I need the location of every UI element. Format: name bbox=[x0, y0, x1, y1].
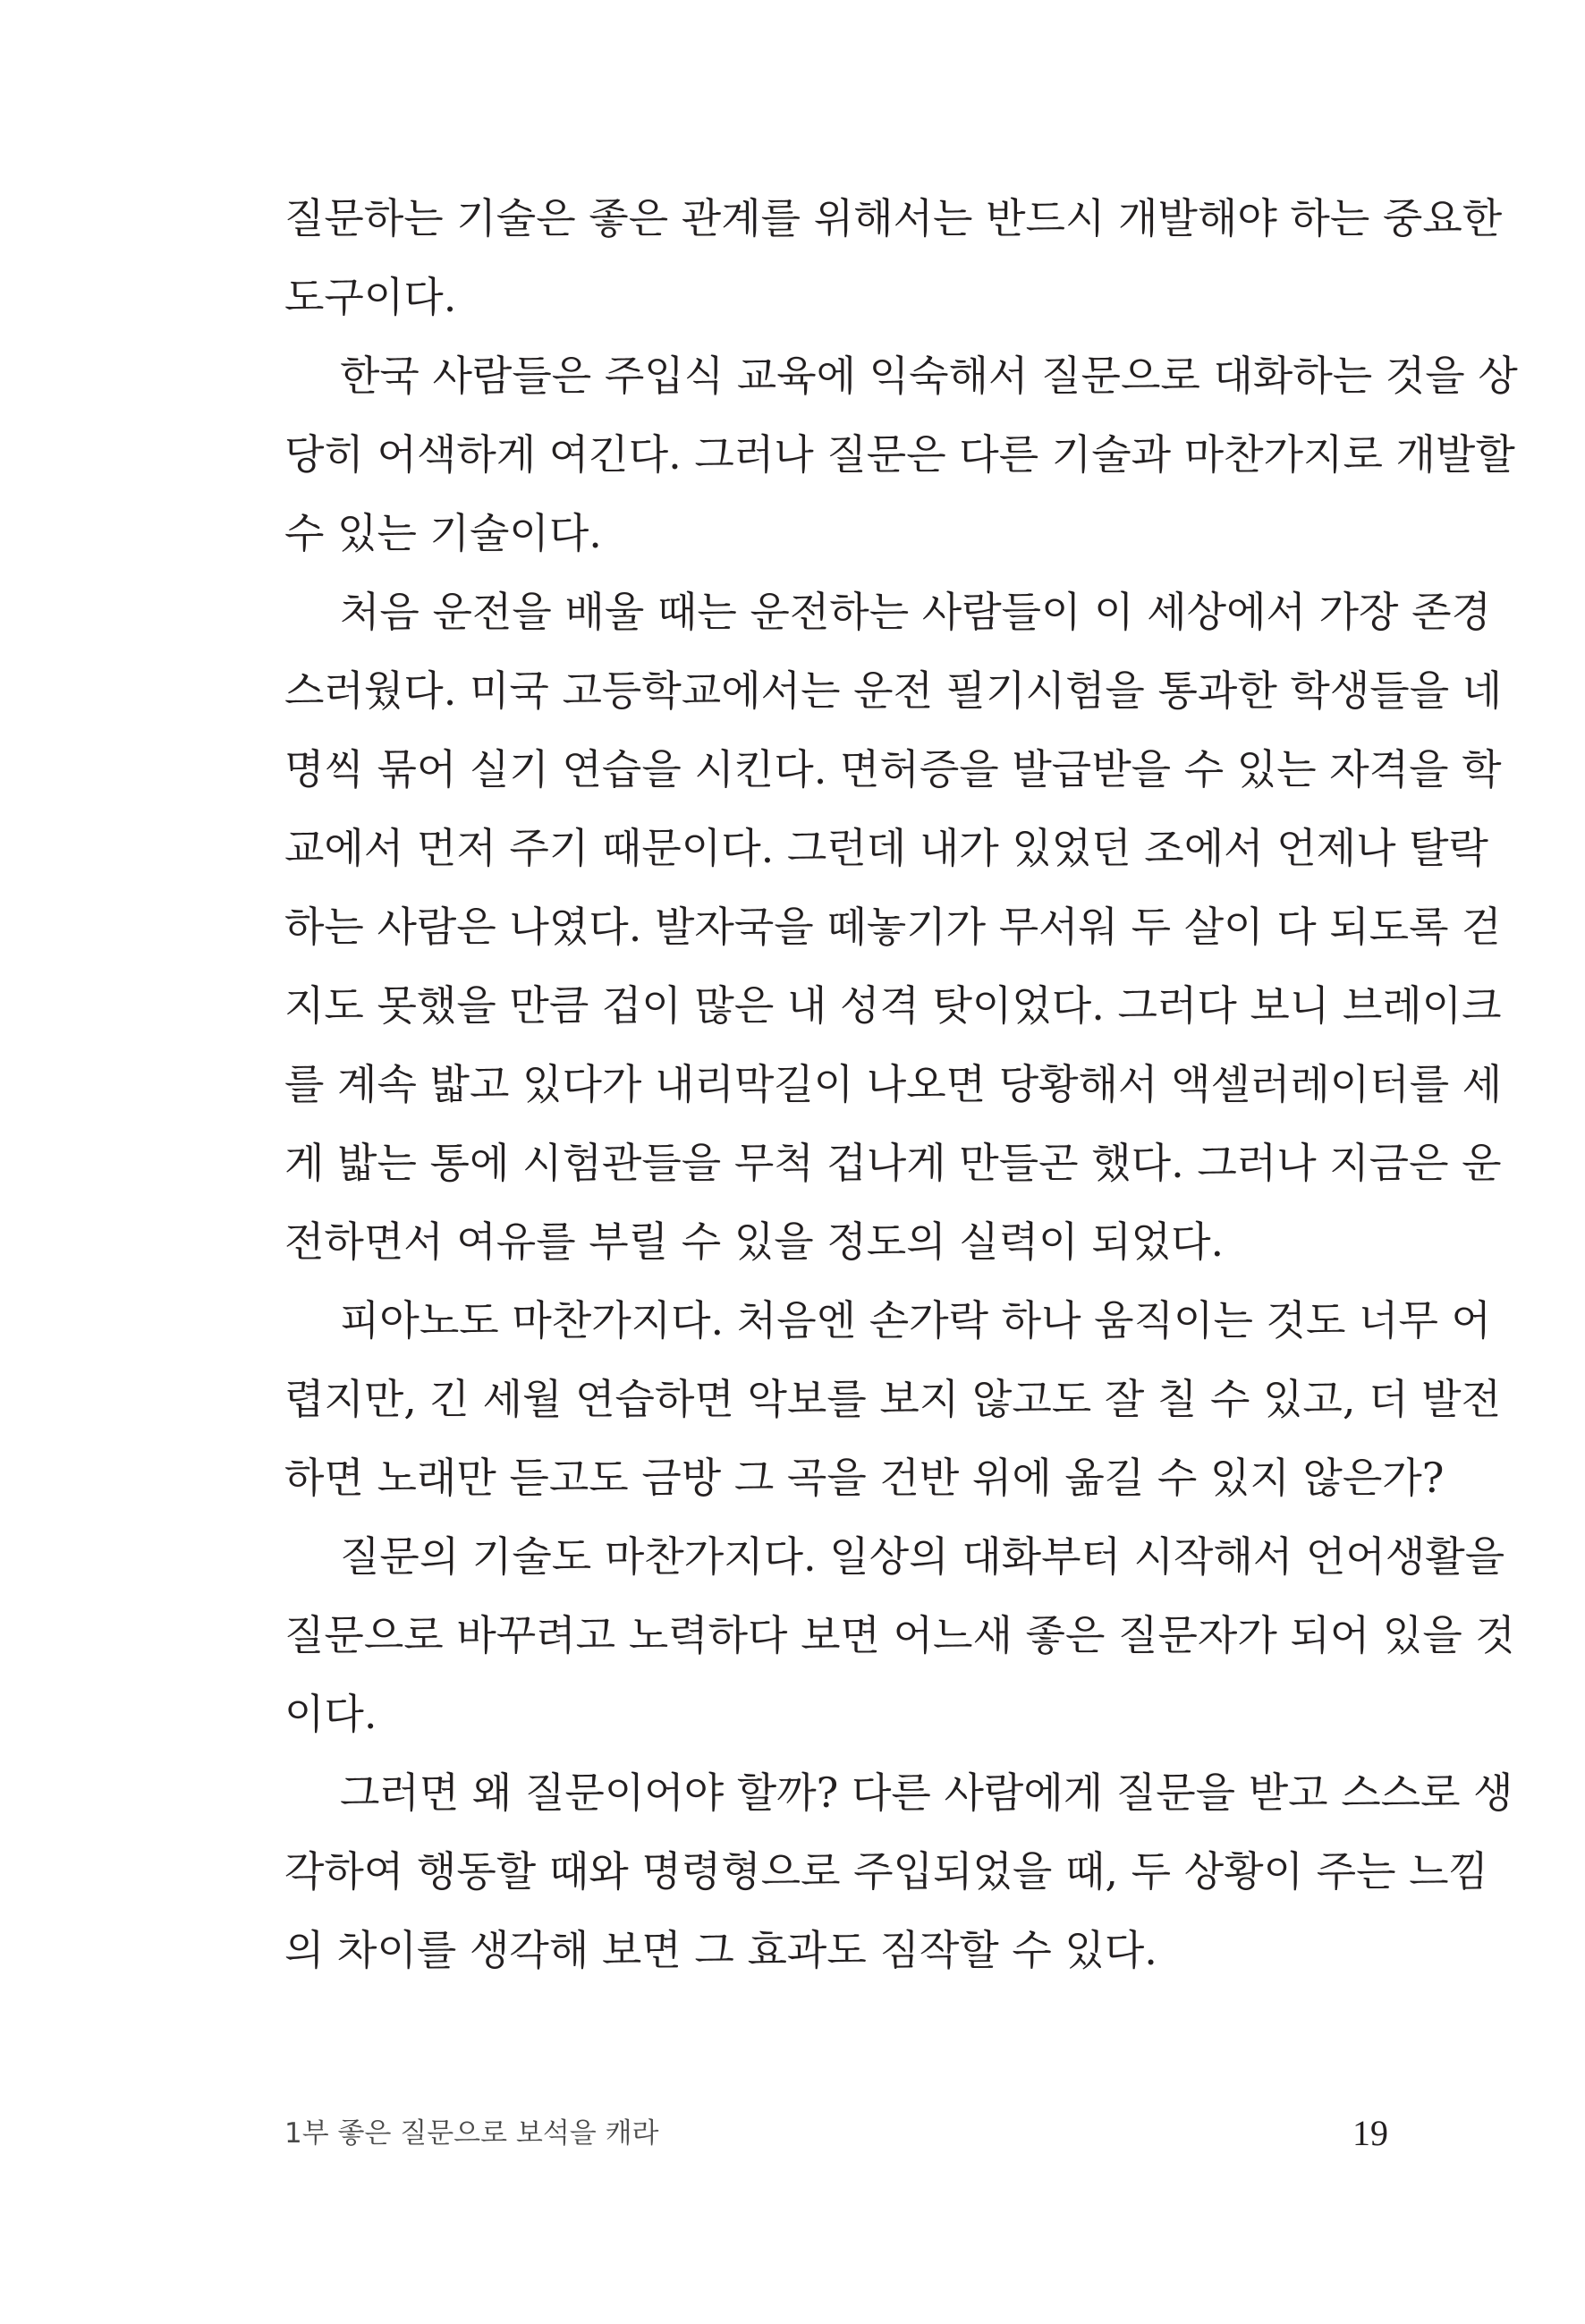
page-footer bbox=[284, 2107, 1388, 2160]
body-line: 각하여 행동할 때와 명령형으로 주입되었을 때, 두 상황이 주는 느낌 bbox=[284, 1847, 1488, 1896]
body-line: 처음 운전을 배울 때는 운전하는 사람들이 이 세상에서 가장 존경 bbox=[340, 588, 1491, 636]
body-line: 게 밟는 통에 시험관들을 무척 겁나게 만들곤 했다. 그러나 지금은 운 bbox=[284, 1139, 1502, 1187]
body-line: 질문하는 기술은 좋은 관계를 위해서는 반드시 개발해야 하는 중요한 bbox=[284, 194, 1503, 242]
page-body bbox=[284, 179, 1518, 1989]
body-line: 그러면 왜 질문이어야 할까? 다른 사람에게 질문을 받고 스스로 생 bbox=[340, 1768, 1513, 1817]
body-line: 질문으로 바꾸려고 노력하다 보면 어느새 좋은 질문자가 되어 있을 것 bbox=[284, 1611, 1515, 1659]
body-line: 이다. bbox=[284, 1690, 377, 1738]
body-line: 피아노도 마찬가지다. 처음엔 손가락 하나 움직이는 것도 너무 어 bbox=[340, 1296, 1491, 1344]
body-line: 수 있는 기술이다. bbox=[284, 509, 602, 557]
body-line: 스러웠다. 미국 고등학교에서는 운전 필기시험을 통과한 학생들을 네 bbox=[284, 666, 1503, 715]
body-line: 하는 사람은 나였다. 발자국을 떼놓기가 무서워 두 살이 다 되도록 걷 bbox=[284, 903, 1502, 951]
body-line: 질문의 기술도 마찬가지다. 일상의 대화부터 시작해서 언어생활을 bbox=[340, 1532, 1505, 1581]
body-line: 를 계속 밟고 있다가 내리막길이 나오면 당황해서 액셀러레이터를 세 bbox=[284, 1060, 1503, 1108]
body-line: 당히 어색하게 여긴다. 그러나 질문은 다른 기술과 마찬가지로 개발할 bbox=[284, 430, 1515, 479]
page-number: 19 bbox=[1352, 2113, 1388, 2153]
body-line: 하면 노래만 듣고도 금방 그 곡을 건반 위에 옮길 수 있지 않은가? bbox=[284, 1454, 1445, 1502]
body-line: 명씩 묶어 실기 연습을 시킨다. 면허증을 발급받을 수 있는 자격을 학 bbox=[284, 745, 1502, 793]
body-line: 의 차이를 생각해 보면 그 효과도 짐작할 수 있다. bbox=[284, 1926, 1157, 1974]
body-line: 전하면서 여유를 부릴 수 있을 정도의 실력이 되었다. bbox=[284, 1217, 1225, 1266]
body-line: 교에서 먼저 주기 때문이다. 그런데 내가 있었던 조에서 언제나 탈락 bbox=[284, 824, 1488, 872]
body-line: 한국 사람들은 주입식 교육에 익숙해서 질문으로 대화하는 것을 상 bbox=[340, 352, 1518, 400]
running-head: 1부 좋은 질문으로 보석을 캐라 bbox=[284, 2117, 659, 2150]
body-line: 렵지만, 긴 세월 연습하면 악보를 보지 않고도 잘 칠 수 있고, 더 발전 bbox=[284, 1375, 1502, 1423]
body-line: 도구이다. bbox=[284, 273, 457, 321]
body-line: 지도 못했을 만큼 겁이 많은 내 성격 탓이었다. 그러다 보니 브레이크 bbox=[284, 981, 1502, 1030]
